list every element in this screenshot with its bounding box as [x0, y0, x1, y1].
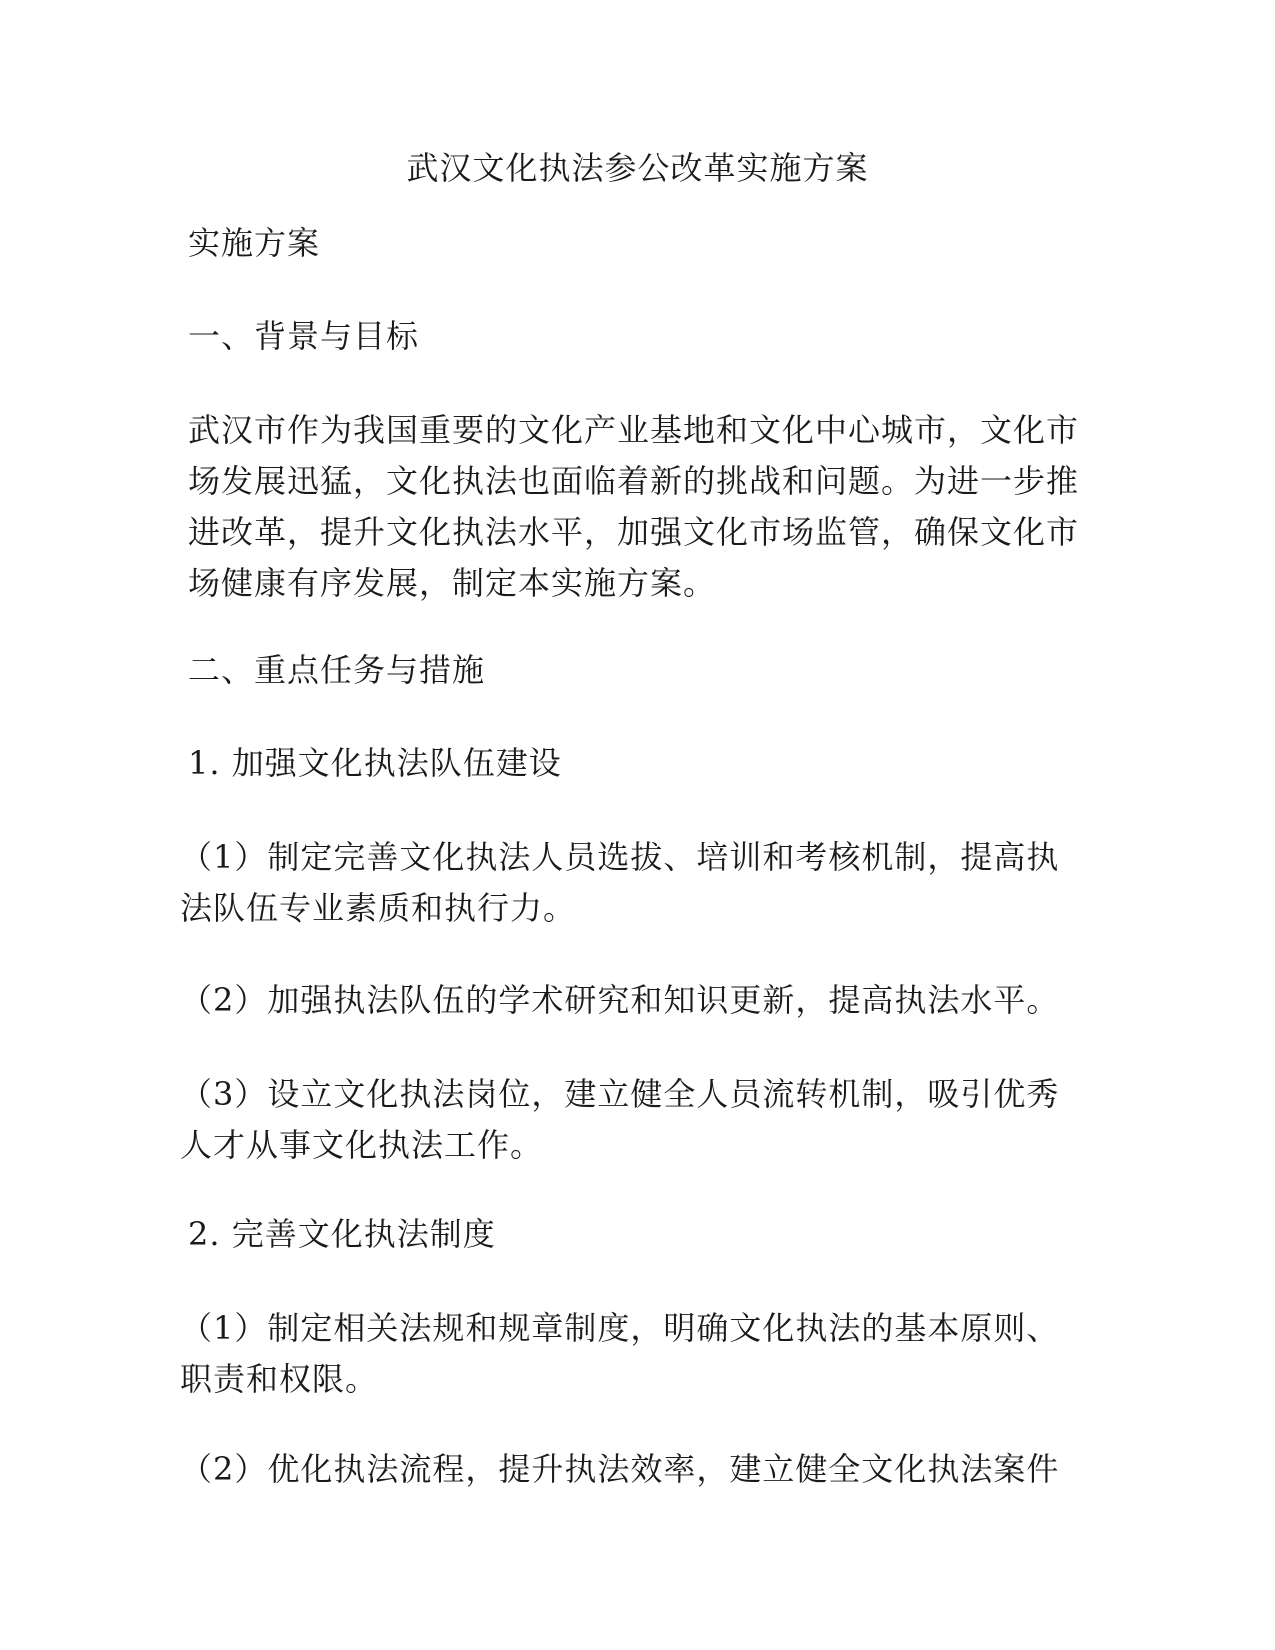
item-1-point-3: （3）设立文化执法岗位，建立健全人员流转机制，吸引优秀人才从事文化执法工作。 [180, 1075, 1060, 1164]
item-1-heading: 1. 加强文化执法队伍建设 [188, 744, 562, 782]
item-2-point-2: （2）优化执法流程，提升执法效率，建立健全文化执法案件 [180, 1450, 1060, 1488]
item-1-point-2: （2）加强执法队伍的学术研究和知识更新，提高执法水平。 [180, 981, 1060, 1019]
document-title: 武汉文化执法参公改革实施方案 [406, 149, 869, 187]
document-subtitle: 实施方案 [188, 224, 321, 262]
section-1-body: 武汉市作为我国重要的文化产业基地和文化中心城市，文化市场发展迅猛，文化执法也面临着新的挑战和问题。为进一步推进改革，提升文化执法水平，加强文化市场监管，确保文化市场健康有序发展，制定本实施方案。 [188, 411, 1080, 602]
item-2-point-1: （1）制定相关法规和规章制度，明确文化执法的基本原则、职责和权限。 [180, 1309, 1060, 1398]
item-1-point-1: （1）制定完善文化执法人员选拔、培训和考核机制，提高执法队伍专业素质和执行力。 [180, 838, 1060, 927]
section-2-heading: 二、重点任务与措施 [188, 651, 486, 689]
section-1-heading: 一、背景与目标 [188, 317, 420, 355]
item-2-heading: 2. 完善文化执法制度 [188, 1215, 496, 1253]
